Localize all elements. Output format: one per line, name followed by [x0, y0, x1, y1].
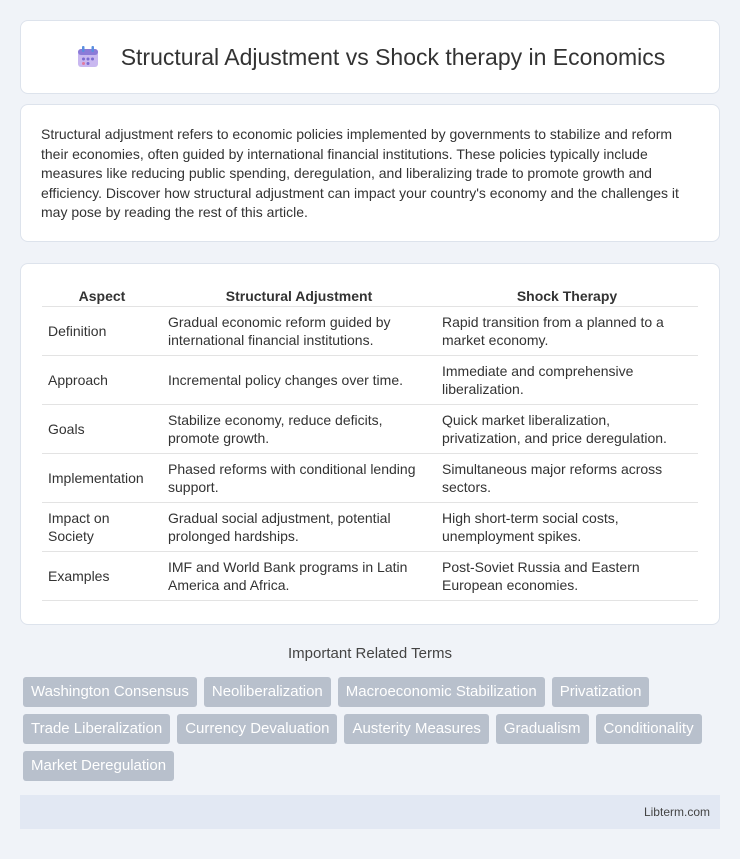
term-tag[interactable]: Austerity Measures: [344, 714, 488, 744]
cell-aspect: Examples: [42, 552, 162, 601]
term-tag[interactable]: Gradualism: [496, 714, 589, 744]
cell-structural-adjustment: Phased reforms with conditional lending support.: [162, 454, 436, 503]
term-tag[interactable]: Conditionality: [596, 714, 702, 744]
cell-structural-adjustment: Incremental policy changes over time.: [162, 356, 436, 405]
header-aspect: Aspect: [42, 284, 162, 307]
footer-site-link[interactable]: Libterm.com: [643, 805, 710, 819]
cell-shock-therapy: Immediate and comprehensive liberalization.: [436, 356, 698, 405]
cell-shock-therapy: Rapid transition from a planned to a market economy.: [436, 307, 698, 356]
cell-shock-therapy: Simultaneous major reforms across sectors.: [436, 454, 698, 503]
term-tag[interactable]: Trade Liberalization: [23, 714, 170, 744]
table-header-row: [42, 284, 698, 307]
comparison-table: [42, 284, 698, 601]
term-tag[interactable]: Macroeconomic Stabilization: [338, 677, 545, 707]
term-tag[interactable]: Market Deregulation: [23, 751, 174, 781]
cell-shock-therapy: Quick market liberalization, privatization, and price deregulation.: [436, 405, 698, 454]
cell-structural-adjustment: Gradual social adjustment, potential prolonged hardships.: [162, 503, 436, 552]
cell-aspect: Approach: [42, 356, 162, 405]
cell-structural-adjustment: Gradual economic reform guided by international financial institutions.: [162, 307, 436, 356]
table-row: [42, 307, 698, 356]
cell-aspect: Goals: [42, 405, 162, 454]
term-tag[interactable]: Currency Devaluation: [177, 714, 337, 744]
intro-text: Structural adjustment refers to economic policies implemented by governments to stabilize and reform their economies, often guided by international financial institutions. These policies typically include measures like reducing public spending, deregulation, and liberalizing trade to promote growth and efficiency. Discover how structural adjustment can impact your country's economy and the challenges it may pose by reading the rest of this article.: [41, 126, 679, 220]
table-row: [42, 503, 698, 552]
related-terms-list: [23, 677, 723, 781]
intro-card: [20, 104, 720, 242]
cell-aspect: Definition: [42, 307, 162, 356]
cell-aspect: Implementation: [42, 454, 162, 503]
cell-shock-therapy: High short-term social costs, unemployment spikes.: [436, 503, 698, 552]
term-tag[interactable]: Neoliberalization: [204, 677, 331, 707]
page-title: Structural Adjustment vs Shock therapy in Economics: [120, 43, 666, 70]
header-card: [20, 20, 720, 94]
comparison-card: [20, 263, 720, 625]
calendar-icon: [75, 44, 101, 70]
related-terms-title: Important Related Terms: [288, 645, 452, 662]
cell-structural-adjustment: Stabilize economy, reduce deficits, promote growth.: [162, 405, 436, 454]
header-structural-adjustment: Structural Adjustment: [162, 284, 436, 307]
cell-shock-therapy: Post-Soviet Russia and Eastern European economies.: [436, 552, 698, 601]
table-row: [42, 454, 698, 503]
cell-structural-adjustment: IMF and World Bank programs in Latin America and Africa.: [162, 552, 436, 601]
footer: [20, 795, 720, 829]
term-tag[interactable]: Washington Consensus: [23, 677, 197, 707]
cell-aspect: Impact on Society: [42, 503, 162, 552]
term-tag[interactable]: Privatization: [552, 677, 650, 707]
table-row: [42, 552, 698, 601]
header-shock-therapy: Shock Therapy: [436, 284, 698, 307]
table-row: [42, 356, 698, 405]
table-row: [42, 405, 698, 454]
